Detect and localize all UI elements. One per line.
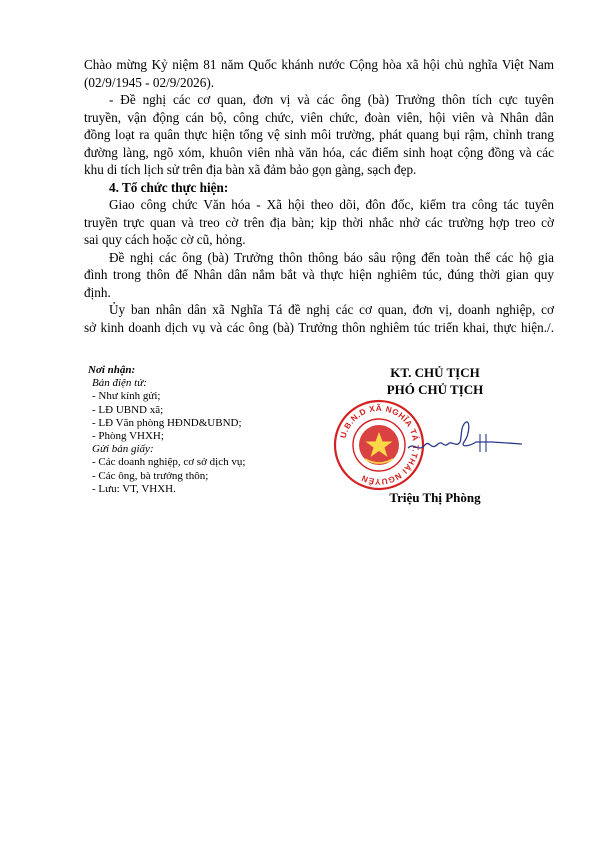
- text-line: - Đề nghị các cơ quan, đơn vị và các ông (bà) Trưởng thôn tích cực tuyên: [109, 92, 554, 107]
- paragraph-4-first: [84, 249, 554, 267]
- recipient-item: - Lưu: VT, VHXH.: [92, 482, 176, 495]
- text-line: định.: [84, 284, 111, 300]
- handwritten-signature-icon: [400, 412, 530, 462]
- paragraph-2: [84, 109, 554, 179]
- text-line: Ủy ban nhân dân xã Nghĩa Tá đề nghị các cơ quan, đơn vị, doanh nghiệp, cơ: [109, 302, 554, 317]
- recipient-item: - LĐ UBND xã;: [92, 403, 164, 416]
- text-line: khu di tích lịch sử trên địa bàn xã đảm bảo gọn gàng, sạch đẹp.: [84, 162, 417, 177]
- signature-line-2: PHÓ CHỦ TỊCH: [386, 382, 484, 397]
- document-body: [84, 56, 554, 336]
- text-line: truyền trực quan và treo cờ trên địa bàn; kịp thời nhắc nhở các trường hợp treo cờ: [84, 214, 554, 230]
- signature-line-1: KT. CHỦ TỊCH: [390, 365, 480, 380]
- recipient-item: - Như kính gửi;: [92, 390, 161, 403]
- recipients-block: [88, 364, 348, 496]
- text-line: đồng loạt ra quân thực hiện tổng vệ sinh môi trường, phát quang bụi rậm, chỉnh trang: [84, 127, 554, 142]
- recipient-item: - Các doanh nghiệp, cơ sở dịch vụ;: [92, 456, 246, 469]
- text-line: (02/9/1945 - 02/9/2026).: [84, 74, 215, 90]
- paragraph-1: [84, 56, 554, 91]
- text-line: sai quy cách hoặc cờ cũ, hỏng.: [84, 232, 246, 247]
- section-heading: 4. Tổ chức thực hiện:: [109, 179, 229, 195]
- paragraph-3-first: [84, 196, 554, 214]
- paper-label: Gửi bản giấy:: [92, 443, 154, 456]
- text-line: truyền, vận động cán bộ, công chức, viên chức, đoàn viên, hội viên và Nhân dân: [84, 109, 554, 125]
- recipient-item: - LĐ Văn phòng HĐND&UBND;: [92, 416, 242, 429]
- paragraph-3: [84, 214, 554, 249]
- paragraph-2-first: [84, 91, 554, 109]
- text-line: đường làng, ngõ xóm, khuôn viên nhà văn hóa, các điểm sinh hoạt cộng đồng và các: [84, 144, 554, 160]
- paragraph-5-first: [84, 301, 554, 319]
- signature-title-block: [360, 364, 510, 398]
- text-line: đình trong thôn để Nhân dân nắm bắt và thực hiện nghiêm túc, đúng thời gian quy: [84, 267, 554, 282]
- text-line: sở kinh doanh dịch vụ và các ông (bà) Trưởng thôn nghiêm túc triển khai, thực hiện./.: [84, 319, 554, 335]
- electronic-label: Bản điện tử:: [92, 377, 147, 390]
- text-line: Giao công chức Văn hóa - Xã hội theo dõi, đôn đốc, kiểm tra công tác tuyên: [109, 197, 554, 212]
- text-line: Chào mừng Kỷ niệm 81 năm Quốc khánh nước Cộng hòa xã hội chủ nghĩa Việt Nam: [84, 57, 554, 72]
- recipient-item: - Phòng VHXH;: [92, 430, 164, 443]
- signer-name: Triệu Thị Phòng: [389, 490, 481, 505]
- paragraph-5: [84, 319, 554, 337]
- recipients-title: Nơi nhận:: [88, 364, 136, 376]
- paragraph-4: [84, 266, 554, 301]
- text-line: Đề nghị các ông (bà) Trưởng thôn thông báo sâu rộng đến toàn thể các hộ gia: [109, 249, 554, 265]
- svg-text:U.B.N.D XÃ NGHĨA TÁ T.THÁI NGU: U.B.N.D XÃ NGHĨA TÁ T.THÁI NGUYÊN: [338, 403, 421, 487]
- recipient-item: - Các ông, bà trưởng thôn;: [92, 469, 209, 482]
